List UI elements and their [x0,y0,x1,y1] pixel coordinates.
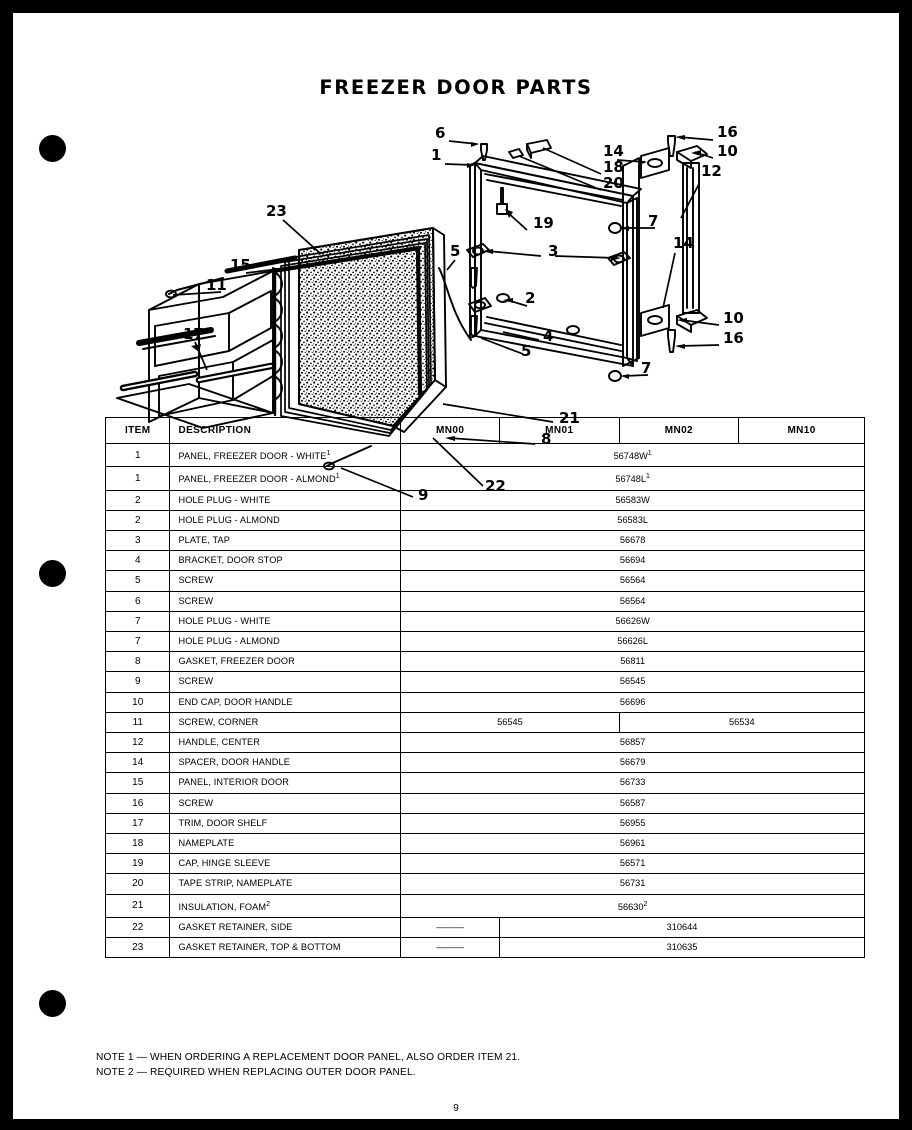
cell-description: SCREW [170,571,401,591]
callout-20: 20 [603,174,624,192]
note-line [96,1067,856,1078]
binder-punch-hole-middle [39,560,66,587]
cell-part-number: 310644 [500,917,865,937]
note-1-dash: — [136,1052,148,1063]
cell-part-number: 56583W [401,490,865,510]
table-row [106,712,865,732]
cell-description: BRACKET, DOOR STOP [170,551,401,571]
cell-not-applicable: ——— [401,917,500,937]
cell-item-number: 16 [106,793,170,813]
cell-part-number: 56630$^2$ [401,894,865,917]
cell-item-number: 6 [106,591,170,611]
scanned-page-sheet [13,13,899,1119]
note-line [96,1052,856,1063]
callout-7: 7 [641,359,652,377]
parts-list-table [105,417,865,958]
cell-item-number: 2 [106,510,170,530]
cell-part-number: 56733 [401,773,865,793]
cell-description: PANEL, FREEZER DOOR - ALMOND$^1$ [170,467,401,490]
note-2-text: REQUIRED WHEN REPLACING OUTER DOOR PANEL. [150,1067,416,1078]
callout-2: 2 [525,289,536,307]
callout-19: 19 [533,214,554,232]
binder-punch-hole-bottom [39,990,66,1017]
cell-part-number: 56626L [401,631,865,651]
cell-item-number: 5 [106,571,170,591]
cell-description: GASKET RETAINER, TOP & BOTTOM [170,938,401,958]
cell-description: SCREW [170,793,401,813]
notes-block [96,1052,856,1082]
callout-10: 10 [717,142,738,160]
cell-item-number: 7 [106,631,170,651]
callout-22: 22 [485,477,506,495]
column-header-mn02: MN02 [619,418,739,444]
table-header-row [106,418,865,444]
cell-part-number: 56564 [401,591,865,611]
cell-description: HOLE PLUG - WHITE [170,611,401,631]
callout-14: 14 [673,234,694,252]
callout-18: 18 [603,158,624,176]
cell-description: CAP, HINGE SLEEVE [170,854,401,874]
cell-item-number: 10 [106,692,170,712]
callout-14: 14 [603,142,624,160]
cell-description: HOLE PLUG - ALMOND [170,510,401,530]
cell-part-number: 310635 [500,938,865,958]
cell-description: GASKET, FREEZER DOOR [170,652,401,672]
cell-part-number: 56955 [401,813,865,833]
table-row [106,467,865,490]
table-row [106,813,865,833]
table-row [106,833,865,853]
cell-description: SCREW [170,591,401,611]
cell-part-number: 56626W [401,611,865,631]
cell-item-number: 8 [106,652,170,672]
table-row [106,490,865,510]
cell-part-number: 56857 [401,732,865,752]
cell-item-number: 18 [106,833,170,853]
page-number: 9 [453,1103,459,1114]
callout-4: 4 [543,327,554,345]
cell-item-number: 20 [106,874,170,894]
cell-item-number: 17 [106,813,170,833]
cell-item-number: 19 [106,854,170,874]
cell-description: TRIM, DOOR SHELF [170,813,401,833]
callout-7: 7 [648,212,659,230]
cell-part-number: 56694 [401,551,865,571]
cell-item-number: 11 [106,712,170,732]
cell-part-number: 56961 [401,833,865,853]
cell-item-number: 7 [106,611,170,631]
table-row [106,753,865,773]
callout-5: 5 [450,242,461,260]
binder-punch-hole-top [39,135,66,162]
cell-part-number: 56811 [401,652,865,672]
cell-description: HANDLE, CENTER [170,732,401,752]
cell-item-number: 2 [106,490,170,510]
cell-part-number: $56748W^1$ [401,444,865,467]
page-title: FREEZER DOOR PARTS [319,76,593,99]
table-row [106,571,865,591]
callout-6: 6 [435,124,446,142]
table-row [106,551,865,571]
cell-item-number: 9 [106,672,170,692]
table-row [106,652,865,672]
table-row [106,773,865,793]
cell-description: END CAP, DOOR HANDLE [170,692,401,712]
table-row [106,793,865,813]
cell-description: PANEL, INTERIOR DOOR [170,773,401,793]
note-1-text: WHEN ORDERING A REPLACEMENT DOOR PANEL, ALSO ORDER ITEM 21. [150,1052,521,1063]
note-1-label: NOTE 1 [96,1052,134,1063]
cell-description: NAMEPLATE [170,833,401,853]
cell-part-number: 56678 [401,530,865,550]
table-row [106,854,865,874]
table-row [106,631,865,651]
callout-5: 5 [521,342,532,360]
callout-16: 16 [717,123,738,141]
cell-description: GASKET RETAINER, SIDE [170,917,401,937]
cell-item-number: 23 [106,938,170,958]
callout-1: 1 [431,146,442,164]
callout-21: 21 [559,409,580,427]
table-row [106,874,865,894]
cell-not-applicable: ——— [401,938,500,958]
cell-part-number-right: 56534 [619,712,864,732]
table-row [106,732,865,752]
cell-item-number: 15 [106,773,170,793]
callout-8: 8 [541,430,552,448]
cell-item-number: 22 [106,917,170,937]
callout-12: 12 [701,162,722,180]
cell-item-number: 3 [106,530,170,550]
column-header-description: DESCRIPTION [170,418,401,444]
callout-11: 11 [206,276,227,294]
callout-23: 23 [266,202,287,220]
callout-15: 15 [230,256,251,274]
table-row [106,917,865,937]
cell-part-number: 56696 [401,692,865,712]
cell-item-number: 21 [106,894,170,917]
cell-item-number: 14 [106,753,170,773]
table-row [106,692,865,712]
table-row [106,672,865,692]
cell-item-number: 1 [106,467,170,490]
cell-part-number: 56731 [401,874,865,894]
callout-3: 3 [548,242,559,260]
table-row [106,938,865,958]
callout-16: 16 [723,329,744,347]
callout-10: 10 [723,309,744,327]
cell-part-number: 56571 [401,854,865,874]
note-2-dash: — [136,1067,148,1078]
cell-part-number: 56679 [401,753,865,773]
table-row [106,611,865,631]
cell-item-number: 1 [106,444,170,467]
table-row [106,591,865,611]
cell-description: SCREW [170,672,401,692]
cell-part-number-left: 56545 [401,712,619,732]
cell-description: HOLE PLUG - ALMOND [170,631,401,651]
cell-description: PLATE, TAP [170,530,401,550]
table-row [106,444,865,467]
cell-part-number: 56545 [401,672,865,692]
table-row [106,530,865,550]
cell-description: TAPE STRIP, NAMEPLATE [170,874,401,894]
cell-part-number: $56748L^1$ [401,467,865,490]
column-header-mn01: MN01 [500,418,620,444]
table-row [106,510,865,530]
column-header-mn00: MN00 [401,418,500,444]
cell-description: INSULATION, FOAM$^2$ [170,894,401,917]
cell-part-number: 56583L [401,510,865,530]
cell-description: HOLE PLUG - WHITE [170,490,401,510]
cell-description: SPACER, DOOR HANDLE [170,753,401,773]
cell-description: SCREW, CORNER [170,712,401,732]
callout-9: 9 [418,486,429,504]
cell-item-number: 12 [106,732,170,752]
cell-part-number: 56587 [401,793,865,813]
cell-description: PANEL, FREEZER DOOR - WHITE$^1$ [170,444,401,467]
note-2-label: NOTE 2 [96,1067,134,1078]
cell-part-number: 56564 [401,571,865,591]
table-row [106,894,865,917]
column-header-mn10: MN10 [739,418,865,444]
column-header-item: ITEM [106,418,170,444]
cell-item-number: 4 [106,551,170,571]
callout-17: 17 [183,325,204,343]
parts-table-body [106,444,865,958]
